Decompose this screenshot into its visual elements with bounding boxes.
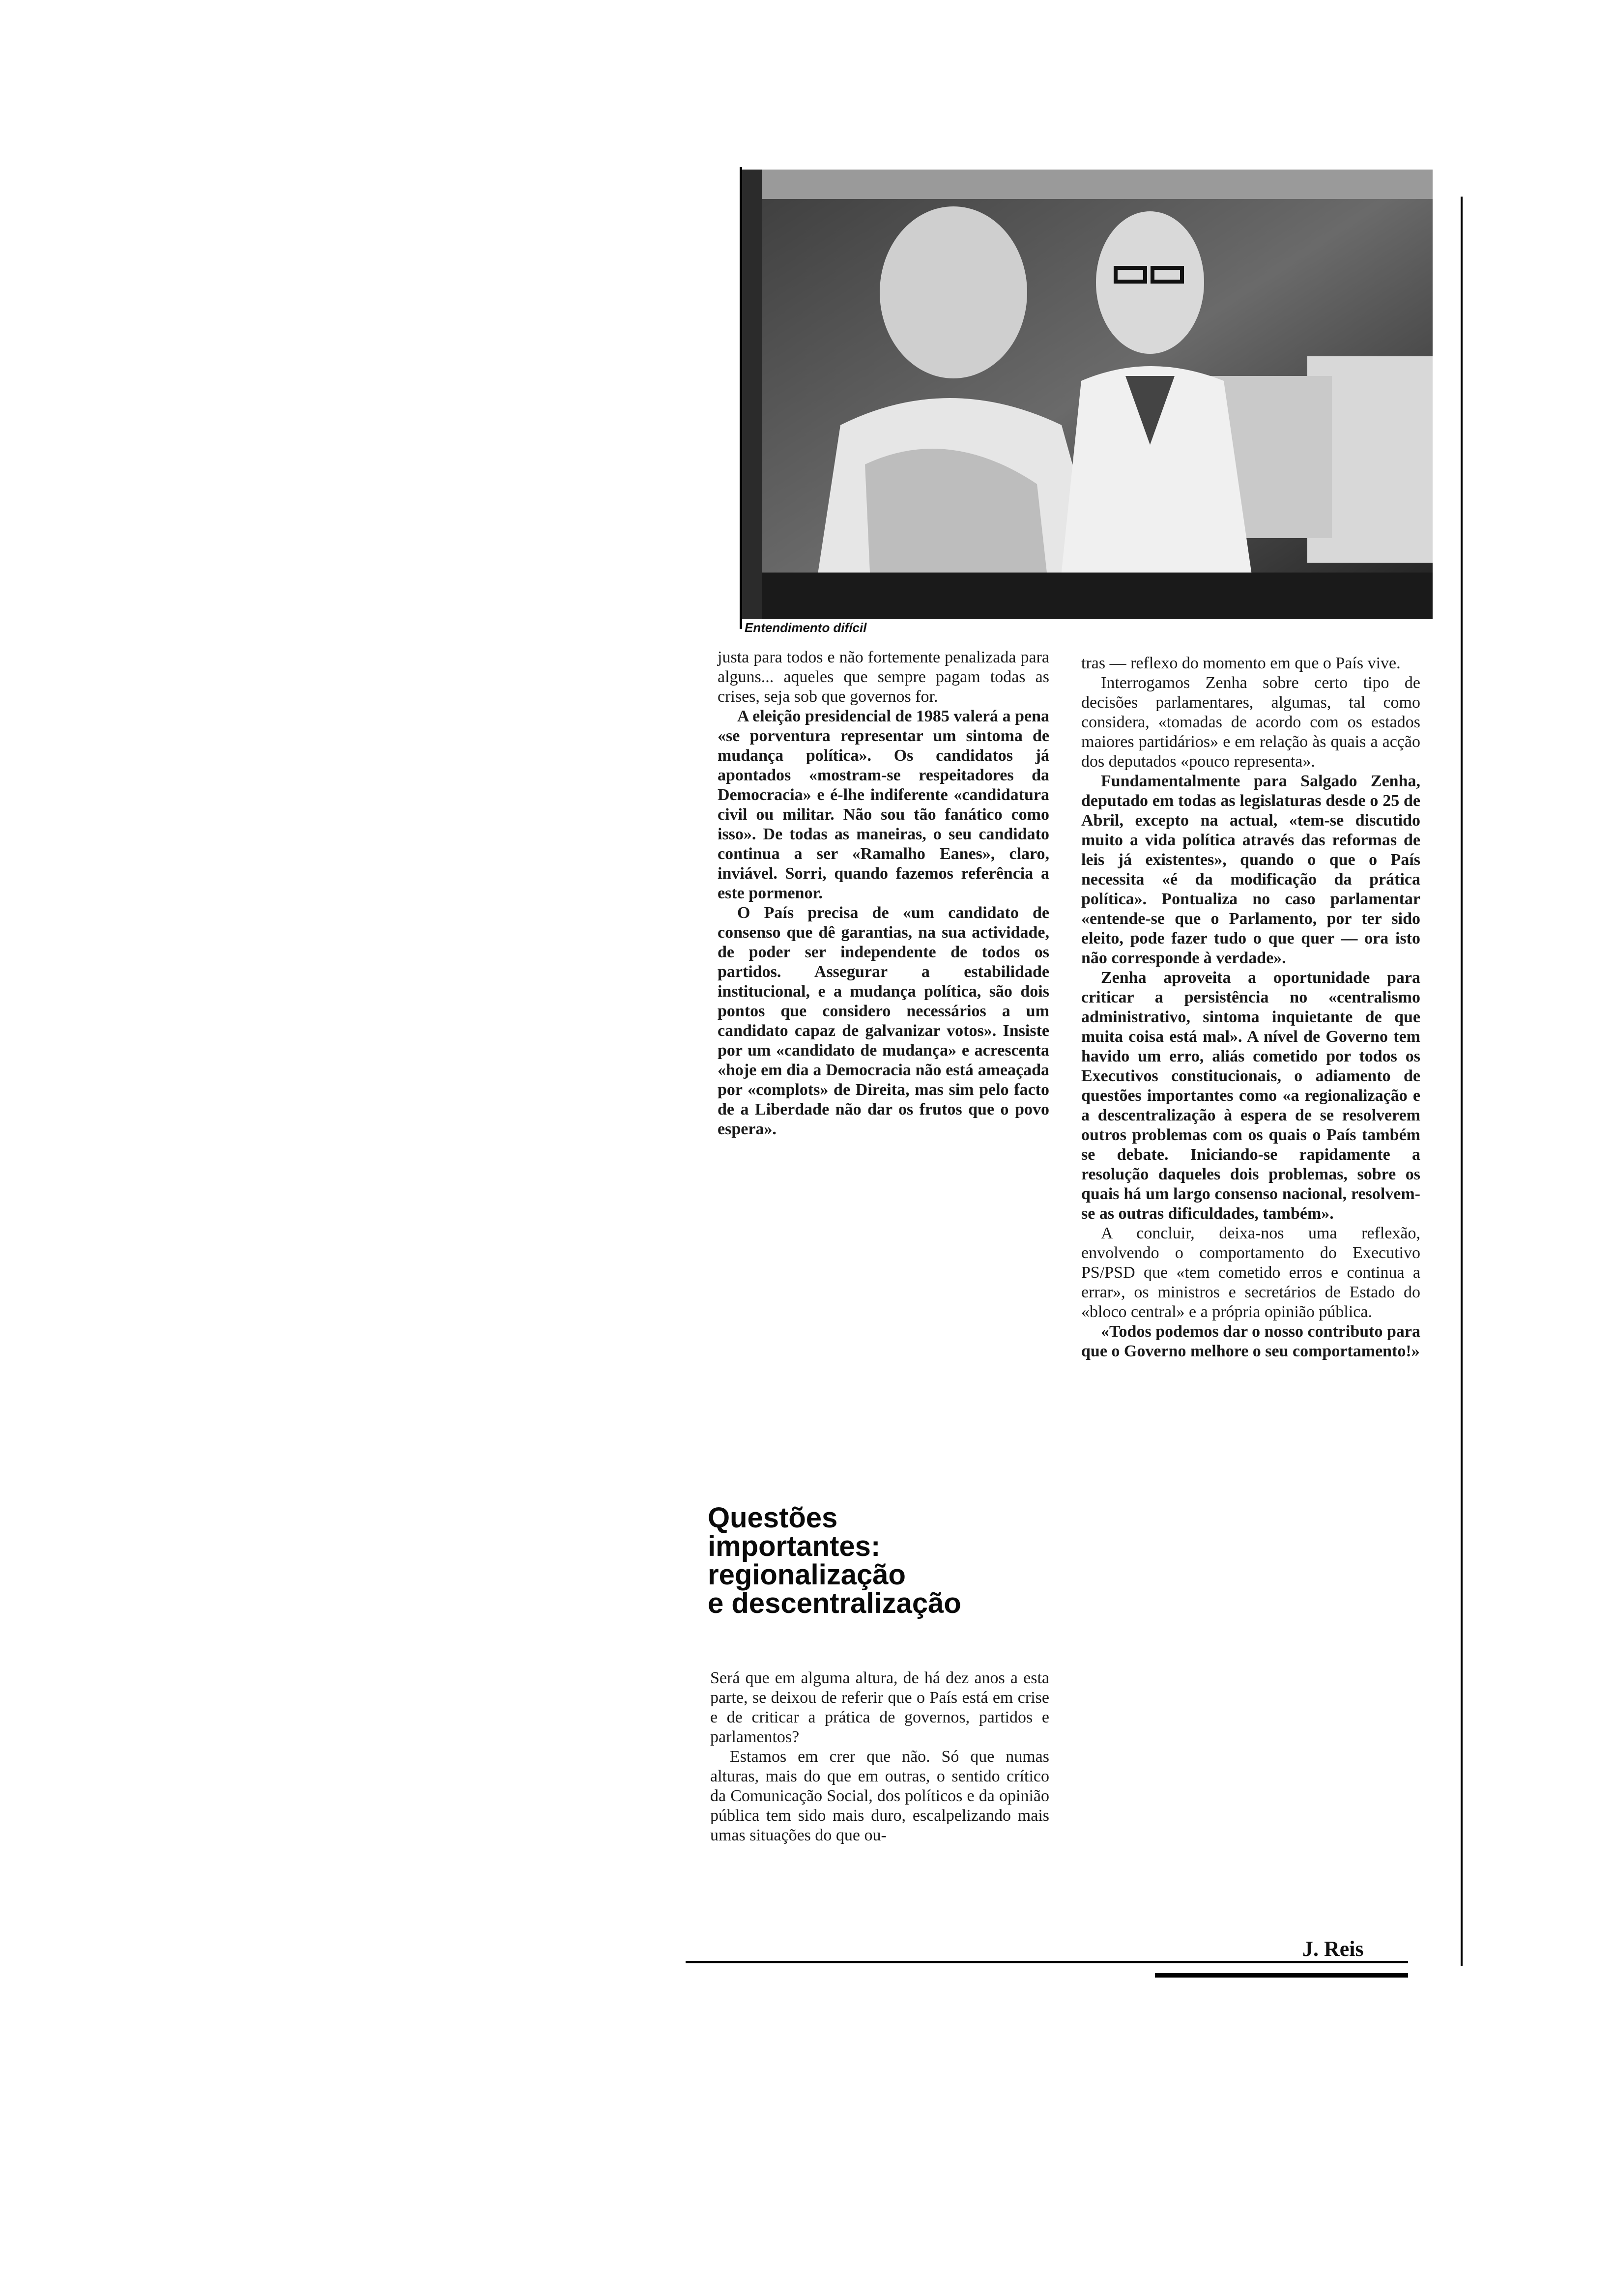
- paragraph: justa para todos e não fortemente penalizada para alguns... aqueles que sempre pagam todas as crises, seja sob que governos for.: [718, 648, 1049, 706]
- paragraph: tras — reflexo do momento em que o País vive.: [1081, 654, 1401, 672]
- paragraph: «Todos podemos dar o nosso contributo para que o Governo melhore o seu comportamento!»: [1081, 1322, 1420, 1360]
- author-signature: J. Reis: [1302, 1937, 1364, 1961]
- bottom-rule: [686, 1961, 1408, 1963]
- heading-line: regionalização: [708, 1559, 906, 1591]
- paragraph: Fundamentalmente para Salgado Zenha, deputado em todas as legislaturas desde o 25 de Abril, excepto na actual, «tem-se discutido muito a vida política através das reformas de leis já existentes», quando o que o País necessita «é da modificação da prática política». Pontualiza no caso parlamentar «entende-se que o Parlamento, por ter sido eleito, pode fazer tudo o que quer — ora isto não corresponde à verdade».: [1081, 772, 1420, 967]
- left-column: [718, 648, 1049, 1139]
- paragraph: A concluir, deixa-nos uma reflexão, envolvendo o comportamento do Executivo PS/PSD que «tem cometido erros e continua a errar», os ministros e secretários de Estado do «bloco central» e a própria opinião pública.: [1081, 1224, 1420, 1321]
- photo: [742, 170, 1433, 619]
- right-column: [1081, 654, 1420, 1361]
- heading-line: e descentralização: [708, 1587, 961, 1619]
- paragraph: O País precisa de «um candidato de consenso que dê garantias, na sua actividade, de poder ser independente de todos os partidos. Assegurar a estabilidade institucional, e a mudança política, são dois pontos que considero necessários a um candidato capaz de galvanizar votos». Insiste por um «candidato de mudança» e acrescenta «hoje em dia a Democracia não está ameaçada por «complots» de Direita, mas sim pelo facto de a Liberdade não dar os frutos que o povo espera».: [718, 904, 1049, 1138]
- bottom-rule-thick: [1155, 1973, 1408, 1978]
- paragraph: Interrogamos Zenha sobre certo tipo de decisões parlamentares, algumas, tal como considera, «tomadas de acordo com os estados maiores partidários» e em relação às quais a acção dos deputados «pouco representa».: [1081, 674, 1420, 771]
- right-border-rule: [1461, 197, 1463, 1966]
- paragraph: Estamos em crer que não. Só que numas alturas, mais do que em outras, o sentido crítico da Comunicação Social, dos políticos e da opinião pública tem sido mais duro, escalpelizando mais umas situações do que ou-: [710, 1748, 1049, 1844]
- photo-caption: Entendimento difícil: [745, 620, 867, 635]
- paragraph: Será que em alguma altura, de há dez anos a esta parte, se deixou de referir que o País está em crise e de criticar a prática de governos, partidos e parlamentos?: [710, 1669, 1049, 1746]
- paragraph: A eleição presidencial de 1985 valerá a pena «se porventura representar um sintoma de mudança política». Os candidatos já apontados «mostram-se respeitadores da Democracia» e é-lhe indiferente «candidatura civil ou militar. Não sou tão fanático como isso». De todas as maneiras, o seu candidato continua a ser «Ramalho Eanes», claro, inviável. Sorri, quando fazemos referência a este pormenor.: [718, 707, 1049, 902]
- left-column-bottom: [710, 1668, 1049, 1845]
- heading-line: importantes:: [708, 1530, 881, 1562]
- section-heading: [708, 1504, 1052, 1618]
- paragraph: Zenha aproveita a oportunidade para criticar a persistência no «centralismo administrativo, sintoma inquietante de que muita coisa está mal». A nível de Governo tem havido um erro, aliás cometido por todos os Executivos constitucionais, o adiamento de questões importantes como «a regionalização e a descentralização à espera de se resolverem outros problemas com os quais o País também se debate. Iniciando-se rapidamente a resolução daqueles dois problemas, sobre os quais há um largo consenso nacional, resolvem-se as outras dificuldades, também».: [1081, 969, 1420, 1223]
- heading-line: Questões: [708, 1502, 838, 1534]
